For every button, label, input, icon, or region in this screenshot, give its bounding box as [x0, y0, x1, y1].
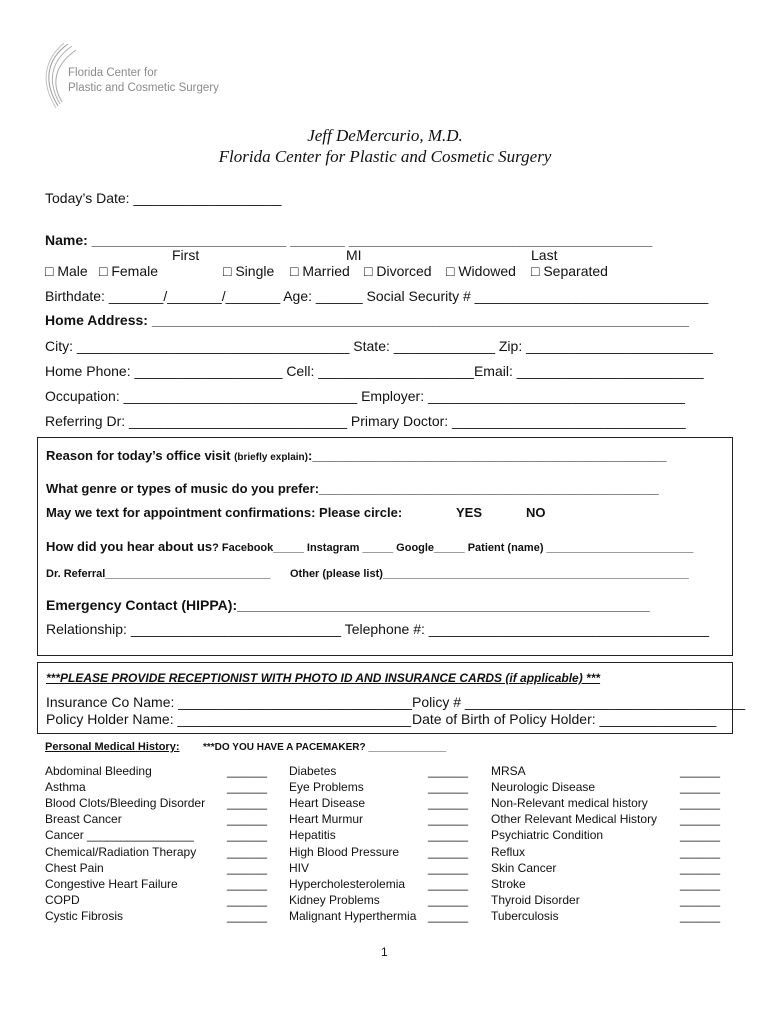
history-item-blank[interactable]: ______: [680, 877, 721, 891]
history-item-label: Heart Murmur: [289, 812, 364, 826]
history-item-label: Eye Problems: [289, 780, 364, 794]
history-item-blank[interactable]: ______: [227, 780, 268, 794]
reason-row[interactable]: [46, 448, 667, 463]
page-number: 1: [381, 945, 388, 959]
hear-options[interactable]: ? Facebook_____ Instagram _____ Google_____ Patient (name) ________________________: [212, 542, 694, 554]
reason-line[interactable]: :_________________________________________________: [307, 448, 667, 463]
history-item-label: Cystic Fibrosis: [45, 909, 124, 923]
history-item-label: Breast Cancer: [45, 812, 122, 826]
name-field[interactable]: Name: _________________________ _______ _______________________________________: [45, 232, 653, 248]
hear-row[interactable]: [46, 538, 693, 556]
music-field[interactable]: What genre or types of music do you prefer:_______________________________________________: [46, 481, 659, 496]
policy-holder-name-field[interactable]: Policy Holder Name: ______________________________: [46, 711, 412, 727]
history-item-label: Hepatitis: [289, 828, 336, 842]
history-item-blank[interactable]: ______: [680, 796, 721, 810]
history-item-blank[interactable]: ______: [680, 909, 721, 923]
history-item-blank[interactable]: ______: [227, 861, 268, 875]
policy-holder-dob-field[interactable]: Date of Birth of Policy Holder: _______________: [412, 711, 717, 727]
history-item-label: Reflux: [491, 845, 526, 859]
history-item-blank[interactable]: ______: [227, 877, 268, 891]
history-item-blank[interactable]: ______: [227, 845, 268, 859]
insurance-notice: ***PLEASE PROVIDE RECEPTIONIST WITH PHOTO ID AND INSURANCE CARDS (if applicable) ***: [46, 671, 601, 685]
history-item-label: Neurologic Disease: [491, 780, 596, 794]
history-item-label: Hypercholesterolemia: [289, 877, 406, 891]
pacemaker-question[interactable]: ***DO YOU HAVE A PACEMAKER? ______________: [203, 742, 447, 753]
history-item-blank[interactable]: ______: [680, 845, 721, 859]
history-item-blank[interactable]: ______: [227, 812, 268, 826]
policy-number-field[interactable]: Policy # ____________________________________: [412, 694, 746, 710]
occupation-row[interactable]: Occupation: ______________________________ Employer: _________________________________: [45, 388, 685, 404]
history-item-label: Malignant Hyperthermia: [289, 909, 417, 923]
status-divorced-checkbox[interactable]: □ Divorced: [364, 263, 432, 279]
status-widowed-checkbox[interactable]: □ Widowed: [446, 263, 516, 279]
practice-name: Florida Center for Plastic and Cosmetic Surgery: [218, 147, 552, 166]
history-item-blank[interactable]: ______: [680, 861, 721, 875]
history-item-blank[interactable]: ______: [428, 893, 469, 907]
history-item-label: High Blood Pressure: [289, 845, 400, 859]
history-item-label: Diabetes: [289, 764, 337, 778]
history-item-blank[interactable]: ______: [428, 845, 469, 859]
history-item-blank[interactable]: ______: [227, 828, 268, 842]
history-item-label: Tuberculosis: [491, 909, 559, 923]
city-row[interactable]: City: ___________________________________ State: _____________ Zip: ________________________: [45, 338, 713, 354]
gender-male-checkbox[interactable]: □ Male: [45, 263, 88, 279]
history-item-label: Stroke: [491, 877, 526, 891]
history-item-label: Abdominal Bleeding: [45, 764, 152, 778]
history-item-label: Blood Clots/Bleeding Disorder: [45, 796, 206, 810]
history-item-blank[interactable]: ______: [428, 861, 469, 875]
logo-line2: Plastic and Cosmetic Surgery: [68, 82, 219, 94]
history-item-blank[interactable]: ______: [680, 812, 721, 826]
history-item-label: Thyroid Disorder: [491, 893, 580, 907]
status-single-checkbox[interactable]: □ Single: [223, 263, 275, 279]
history-item-blank[interactable]: ______: [428, 780, 469, 794]
history-item-blank[interactable]: ______: [428, 764, 469, 778]
logo-line1: Florida Center for: [68, 67, 158, 79]
medical-history-title: Personal Medical History:: [45, 741, 180, 753]
history-item-blank[interactable]: ______: [680, 828, 721, 842]
history-item-blank[interactable]: ______: [680, 893, 721, 907]
text-no-option[interactable]: NO: [526, 505, 546, 520]
history-item-label: Cancer ________________: [45, 828, 194, 842]
status-separated-checkbox[interactable]: □ Separated: [531, 263, 608, 279]
doctor-name: Jeff DeMercurio, M.D.: [307, 126, 463, 145]
history-item-label: Non-Relevant medical history: [491, 796, 648, 810]
history-item-label: Heart Disease: [289, 796, 366, 810]
status-married-checkbox[interactable]: □ Married: [290, 263, 350, 279]
logo: [38, 40, 238, 110]
history-item-blank[interactable]: ______: [428, 909, 469, 923]
history-item-blank[interactable]: ______: [428, 828, 469, 842]
relationship-row[interactable]: Relationship: ___________________________ Telephone #: ____________________________________: [46, 621, 710, 637]
history-item-label: Chest Pain: [45, 861, 104, 875]
history-item-label: Skin Cancer: [491, 861, 557, 875]
emergency-contact-field[interactable]: Emergency Contact (HIPPA):_____________________________________________________: [46, 597, 650, 613]
history-item-blank[interactable]: ______: [227, 796, 268, 810]
insurance-co-name-field[interactable]: Insurance Co Name: ______________________________: [46, 694, 412, 710]
history-item-label: COPD: [45, 893, 80, 907]
history-item-blank[interactable]: ______: [227, 909, 268, 923]
history-item-label: Chemical/Radiation Therapy: [45, 845, 197, 859]
home-address-field[interactable]: Home Address: _____________________________________________________________________: [45, 312, 690, 328]
history-item-label: Congestive Heart Failure: [45, 877, 178, 891]
history-item-label: Asthma: [45, 780, 86, 794]
name-last-label: Last: [531, 247, 558, 263]
history-item-label: MRSA: [491, 764, 526, 778]
gender-female-checkbox[interactable]: □ Female: [99, 263, 159, 279]
history-item-blank[interactable]: ______: [428, 812, 469, 826]
history-item-blank[interactable]: ______: [428, 877, 469, 891]
history-item-blank[interactable]: ______: [227, 764, 268, 778]
other-field[interactable]: Other (please list)__________________________________________________: [290, 568, 689, 580]
history-item-blank[interactable]: ______: [680, 780, 721, 794]
reason-hint: (briefly explain): [234, 452, 308, 463]
history-item-blank[interactable]: ______: [428, 796, 469, 810]
reason-label: Reason for today’s office visit: [46, 448, 231, 463]
history-item-label: Kidney Problems: [289, 893, 380, 907]
history-item-label: Other Relevant Medical History: [491, 812, 658, 826]
history-item-label: HIV: [289, 861, 310, 875]
history-item-blank[interactable]: ______: [680, 764, 721, 778]
text-yes-option[interactable]: YES: [456, 505, 483, 520]
name-mi-label: MI: [346, 247, 362, 263]
text-question: May we text for appointment confirmations: Please circle:: [46, 505, 403, 520]
dr-referral-field[interactable]: Dr. Referral___________________________: [46, 568, 271, 580]
name-first-label: First: [172, 247, 200, 263]
birthdate-row[interactable]: Birthdate: _______/_______/_______ Age: ______ Social Security # ______________________________: [45, 288, 709, 304]
referring-row[interactable]: Referring Dr: ____________________________ Primary Doctor: ______________________________: [45, 413, 686, 429]
history-item-label: Psychiatric Condition: [491, 828, 604, 842]
hear-label: How did you hear about us: [46, 539, 213, 554]
todays-date-field[interactable]: Today’s Date: ___________________: [45, 190, 282, 206]
history-item-blank[interactable]: ______: [227, 893, 268, 907]
phone-row[interactable]: Home Phone: ___________________ Cell: ____________________Email: ________________________: [45, 363, 704, 379]
